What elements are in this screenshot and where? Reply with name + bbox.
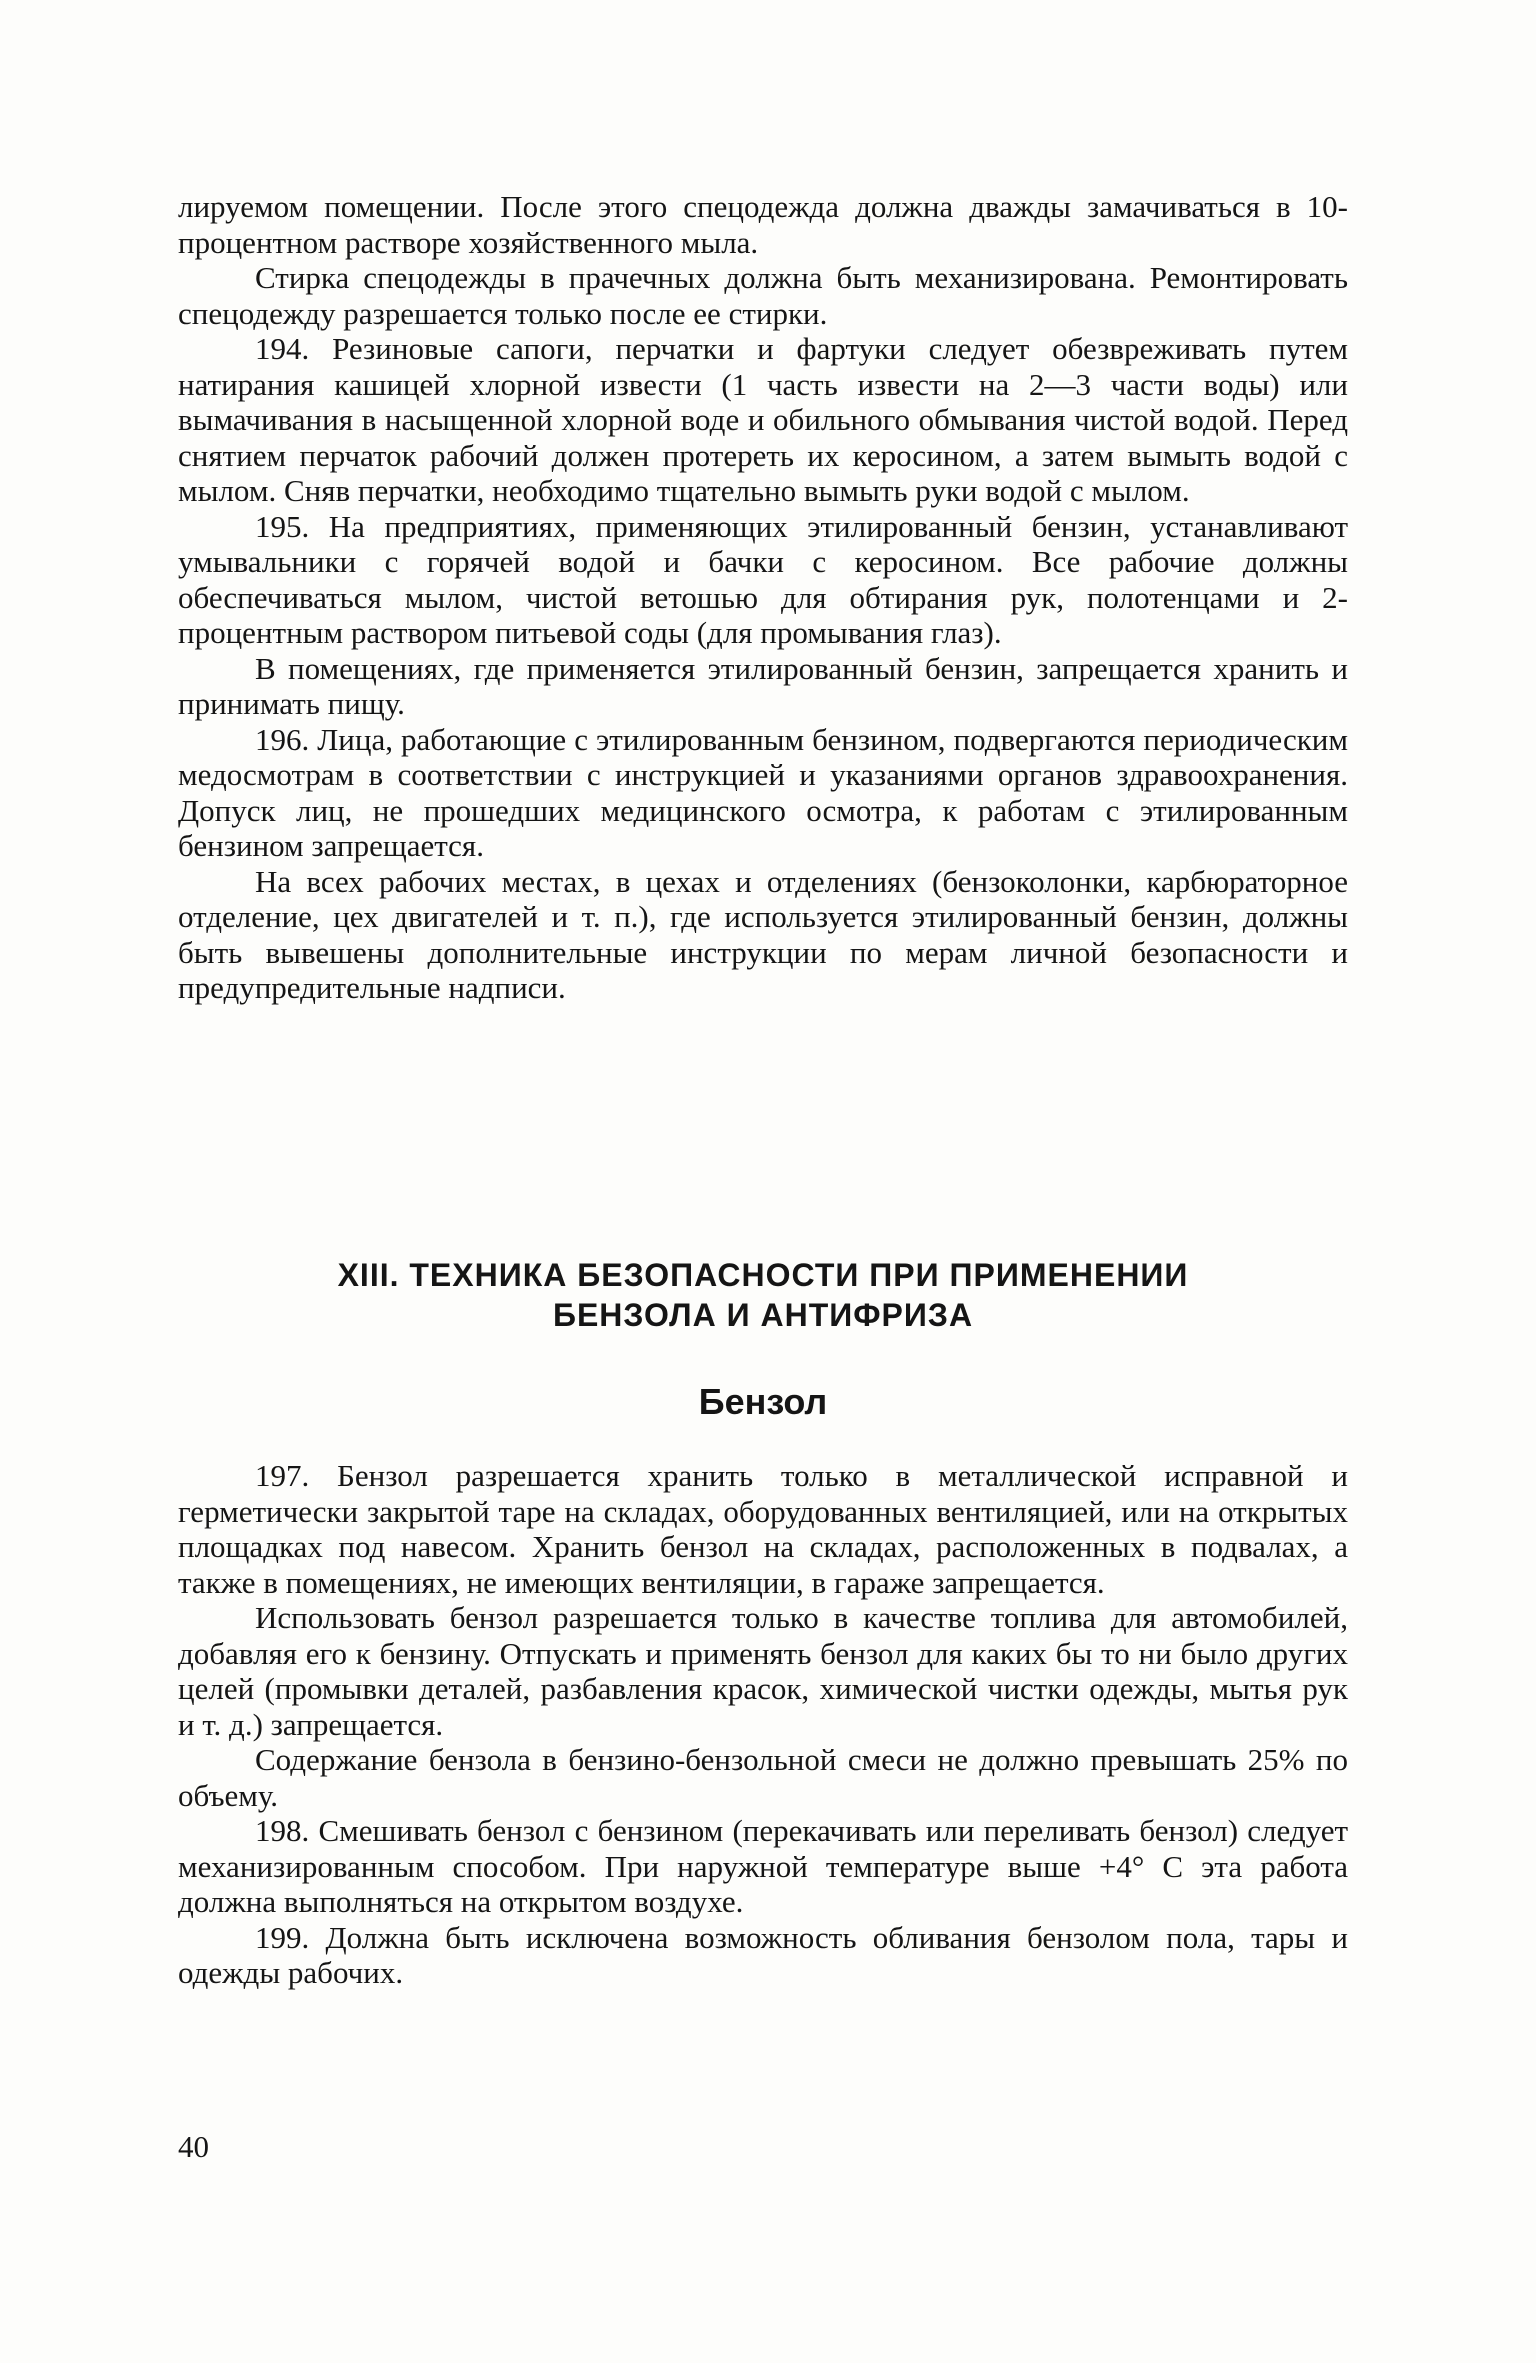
- paragraph-199: 199. Должна быть исключена возможность обливания бензолом пола, тары и одежды рабочих.: [178, 1919, 1348, 1990]
- paragraph-instructions-posted: На всех рабочих местах, в цехах и отделениях (бензоколонки, карбюраторное отделение, цех двигателей и т. п.), где используется этилированный бензин, должны быть вывешены дополнительные инструкции по мерам личной безопасности и предупредительные надписи.: [178, 863, 1348, 1005]
- page-number: 40: [178, 2129, 209, 2164]
- section-heading-line-2: БЕНЗОЛА И АНТИФРИЗА: [552, 1297, 974, 1333]
- paragraph-benzol-usage: Использовать бензол разрешается только в качестве топлива для автомобилей, добавляя его к бензину. Отпускать и применять бензол для каких бы то ни было других целей (промывки деталей, разбавления красок, химической чистки одежды, мытья рук и т. д.) запрещается.: [178, 1600, 1348, 1742]
- paragraph-benzol-content: Содержание бензола в бензино-бензольной смеси не должно превышать 25% по объему.: [178, 1742, 1348, 1813]
- paragraph-195: 195. На предприятиях, применяющих этилированный бензин, устанавливают умывальники с горячей водой и бачки с керосином. Все рабочие должны обеспечиваться мылом, чистой ветошью для обтирания рук, полотенцами и 2-процентным раствором питьевой соды (для промывания глаз).: [178, 508, 1348, 650]
- body-text-bottom: [178, 1458, 1348, 1991]
- section-heading: [178, 1255, 1348, 1335]
- paragraph-continuation: лируемом помещении. После этого спецодежда должна дважды замачиваться в 10-процентном растворе хозяйственного мыла.: [178, 189, 1348, 260]
- paragraph-194: 194. Резиновые сапоги, перчатки и фартуки следует обезвреживать путем натирания кашицей хлорной извести (1 часть извести на 2—3 части воды) или вымачивания в насыщенной хлорной воде и обильного обмывания чистой водой. Перед снятием перчаток рабочий должен протереть их керосином, а затем вымыть водой с мылом. Сняв перчатки, необходимо тщательно вымыть руки водой с мылом.: [178, 331, 1348, 508]
- section-heading-line-1: XIII. ТЕХНИКА БЕЗОПАСНОСТИ ПРИ ПРИМЕНЕНИИ: [337, 1257, 1189, 1293]
- paragraph-food-prohibition: В помещениях, где применяется этилированный бензин, запрещается хранить и принимать пищу.: [178, 650, 1348, 721]
- paragraph-laundry: Стирка спецодежды в прачечных должна быть механизирована. Ремонтировать спецодежду разрешается только после ее стирки.: [178, 260, 1348, 331]
- paragraph-198: 198. Смешивать бензол с бензином (перекачивать или переливать бензол) следует механизированным способом. При наружной температуре выше +4° С эта работа должна выполняться на открытом воздухе.: [178, 1813, 1348, 1919]
- paragraph-197: 197. Бензол разрешается хранить только в металлической исправной и герметически закрытой таре на складах, оборудованных вентиляцией, или на открытых площадках под навесом. Хранить бензол на складах, расположенных в подвалах, а также в помещениях, не имеющих вентиляции, в гараже запрещается.: [178, 1458, 1348, 1600]
- paragraph-196: 196. Лица, работающие с этилированным бензином, подвергаются периодическим медосмотрам в соответствии с инструкцией и указаниями органов здравоохранения. Допуск лиц, не прошедших медицинского осмотра, к работам с этилированным бензином запрещается.: [178, 721, 1348, 863]
- body-text-top: [178, 189, 1348, 1006]
- subsection-heading: Бензол: [698, 1381, 828, 1422]
